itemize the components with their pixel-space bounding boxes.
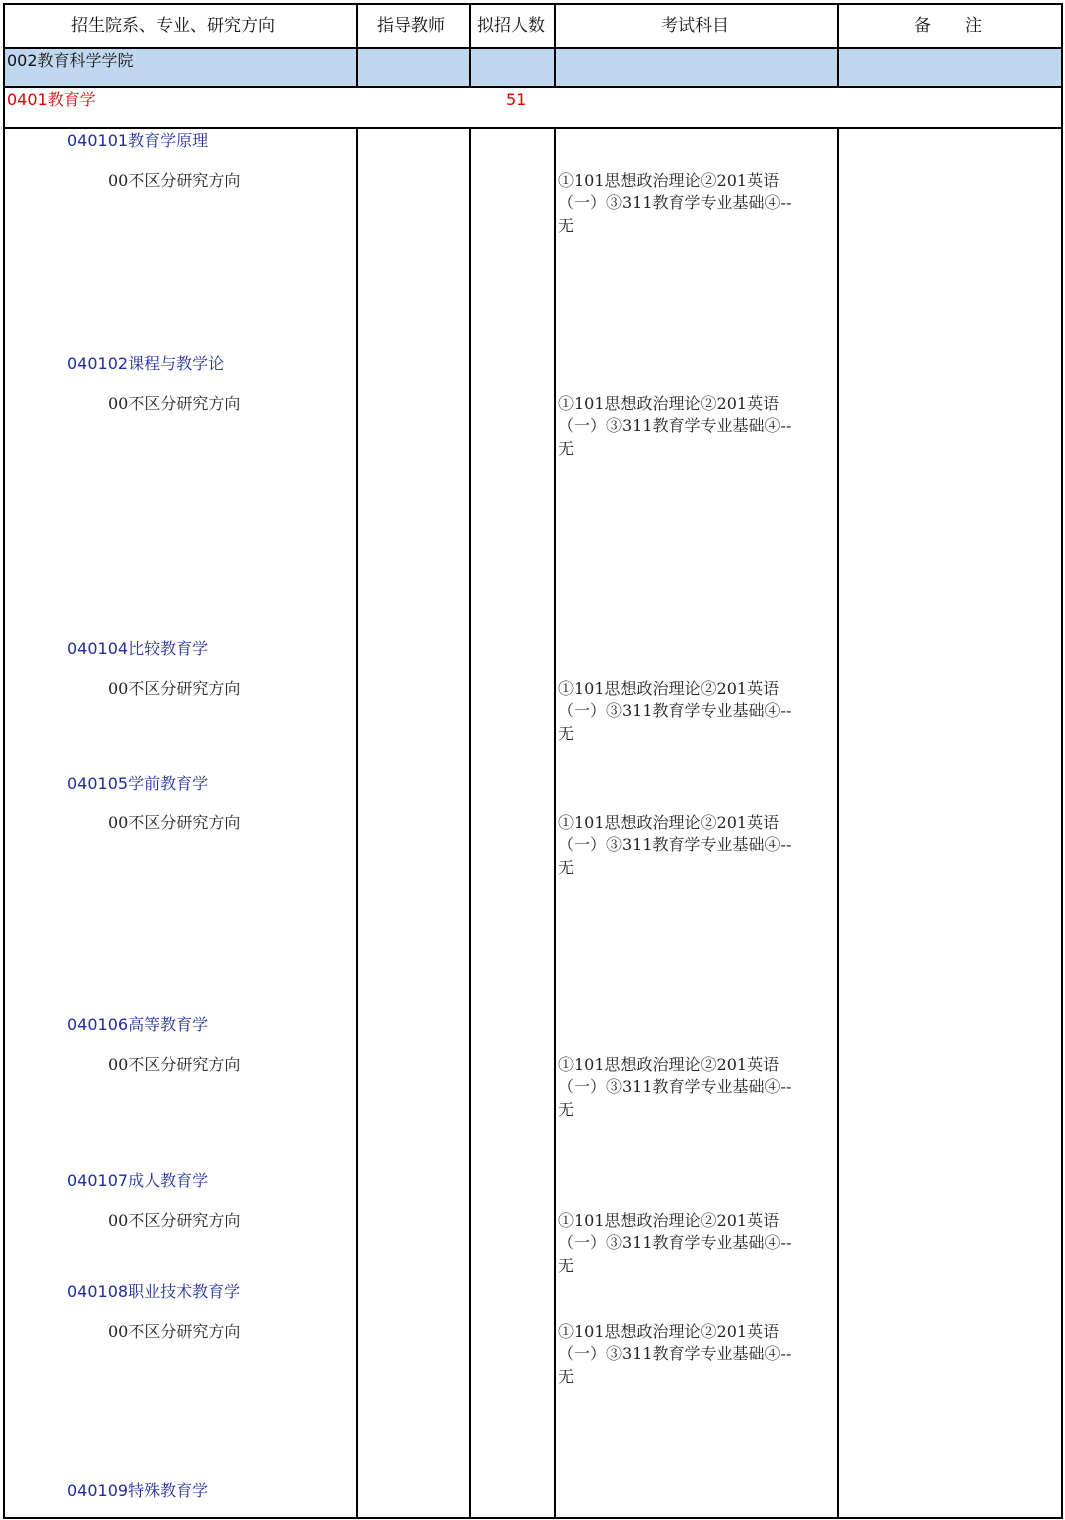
header-department-major-direction: 招生院系、专业、研究方向 [71,16,275,36]
header-enrollment-quota: 拟招人数 [477,16,545,36]
exam-line-3: 无 [558,216,575,235]
header-advisor: 指导教师 [377,16,445,36]
header-remarks: 备 注 [914,16,982,36]
program-name: 040109特殊教育学 [67,1481,209,1500]
exam-line-1: ①101思想政治理论②201英语 [558,1055,780,1074]
table-right-border [1061,3,1063,1519]
table-top-border [3,3,1063,5]
divider-col1-upper [356,3,358,88]
header-exam-subjects: 考试科目 [661,16,729,36]
exam-line-1: ①101思想政治理论②201英语 [558,1211,780,1230]
exam-line-2: （一）③311教育学专业基础④-- [558,1344,792,1363]
department-bottom-rule [3,86,1063,88]
program-name: 040108职业技术教育学 [67,1282,241,1301]
exam-line-2: （一）③311教育学专业基础④-- [558,835,792,854]
exam-line-2: （一）③311教育学专业基础④-- [558,1077,792,1096]
table-left-border [3,3,5,1519]
table-bottom-border [3,1517,1063,1519]
exam-line-3: 无 [558,439,575,458]
header-bottom-rule [3,47,1063,49]
divider-col1-lower [356,127,358,1519]
divider-col3-lower [554,127,556,1519]
exam-line-2: （一）③311教育学专业基础④-- [558,193,792,212]
major-name: 0401教育学 [7,90,96,109]
research-direction: 00不区分研究方向 [108,1211,241,1230]
divider-col4-upper [837,3,839,88]
exam-line-3: 无 [558,858,575,877]
program-name: 040105学前教育学 [67,774,209,793]
exam-line-1: ①101思想政治理论②201英语 [558,171,780,190]
department-row-band [5,49,1062,86]
exam-line-1: ①101思想政治理论②201英语 [558,679,780,698]
program-name: 040104比较教育学 [67,639,209,658]
program-name: 040106高等教育学 [67,1015,209,1034]
exam-line-3: 无 [558,1256,575,1275]
research-direction: 00不区分研究方向 [108,679,241,698]
exam-line-3: 无 [558,1100,575,1119]
major-bottom-rule [3,127,1063,129]
program-name: 040101教育学原理 [67,131,209,150]
research-direction: 00不区分研究方向 [108,171,241,190]
exam-line-2: （一）③311教育学专业基础④-- [558,701,792,720]
program-name: 040102课程与教学论 [67,354,225,373]
research-direction: 00不区分研究方向 [108,1055,241,1074]
exam-line-1: ①101思想政治理论②201英语 [558,394,780,413]
divider-col2-lower [469,127,471,1519]
exam-line-2: （一）③311教育学专业基础④-- [558,416,792,435]
exam-line-2: （一）③311教育学专业基础④-- [558,1233,792,1252]
department-name: 002教育科学学院 [7,51,134,70]
major-enrollment-count: 51 [506,90,527,109]
research-direction: 00不区分研究方向 [108,394,241,413]
research-direction: 00不区分研究方向 [108,1322,241,1341]
exam-line-1: ①101思想政治理论②201英语 [558,813,780,832]
exam-line-1: ①101思想政治理论②201英语 [558,1322,780,1341]
exam-line-3: 无 [558,724,575,743]
divider-col3-upper [554,3,556,88]
program-name: 040107成人教育学 [67,1171,209,1190]
research-direction: 00不区分研究方向 [108,813,241,832]
exam-line-3: 无 [558,1367,575,1386]
divider-col4-lower [837,127,839,1519]
divider-col2-upper [469,3,471,88]
